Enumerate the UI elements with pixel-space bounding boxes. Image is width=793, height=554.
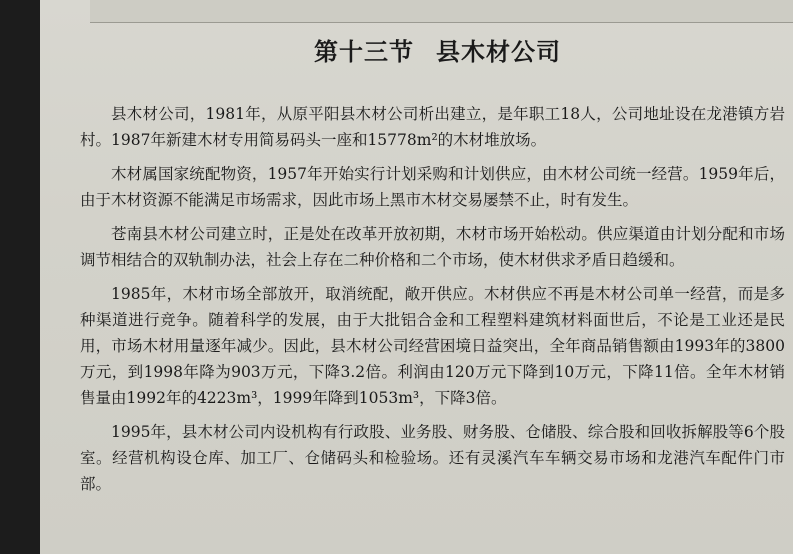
text-block: [80, 28, 785, 505]
section-title: 县木材公司: [436, 38, 561, 66]
page-top-edge: [90, 0, 793, 23]
section-number: 第十三节: [314, 38, 414, 66]
paragraph-3: 苍南县木材公司建立时，正是处在改革开放初期，木材市场开始松动。供应渠道由计划分配和市场调节相结合的双轨制办法，社会上存在二种价格和二个市场，使木材供求矛盾日趋缓和。: [80, 225, 785, 269]
section-heading: [90, 32, 785, 67]
paragraph-2: 木材属国家统配物资，1957年开始实行计划采购和计划供应，由木材公司统一经营。1959年后，由于木材资源不能满足市场需求，因此市场上黑市木材交易屡禁不止，时有发生。: [80, 165, 785, 209]
paragraph-4: 1985年，木材市场全部放开，取消统配，敞开供应。木材供应不再是木材公司单一经营，而是多种渠道进行竞争。随着科学的发展，由于大批铝合金和工程塑料建筑材料面世后，不论是工业还是民用，市场木材用量逐年减少。因此，县木材公司经营困境日益突出，全年商品销售额由1993年的3800万元，到1998年降为903万元，下降3.2倍。利润由120万元下降到10万元，下降11倍。全年木材销售量由1992年的4223m³，1999年降到1053m³，下降3倍。: [80, 285, 785, 407]
paragraph-5: 1995年，县木材公司内设机构有行政股、业务股、财务股、仓储股、综合股和回收拆解股等6个股室。经营机构设仓库、加工厂、仓储码头和检验场。还有灵溪汽车车辆交易市场和龙港汽车配件门市部。: [80, 423, 785, 493]
paragraph-1: 县木材公司，1981年，从原平阳县木材公司析出建立，是年职工18人，公司地址设在龙港镇方岩村。1987年新建木材专用简易码头一座和15778m²的木材堆放场。: [80, 105, 785, 149]
book-page: [40, 0, 793, 554]
